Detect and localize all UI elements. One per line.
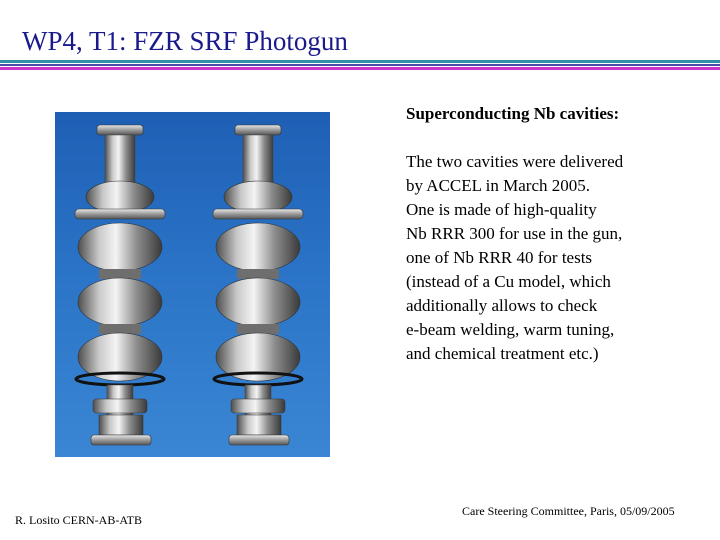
footer-author: R. Losito CERN-AB-ATB — [15, 513, 143, 527]
title-rule-teal — [0, 60, 720, 63]
description-line: e-beam welding, warm tuning, — [406, 320, 615, 339]
title-rule-navy — [0, 64, 720, 66]
title-rule-magenta — [0, 67, 720, 70]
description-line: and chemical treatment etc.) — [406, 344, 599, 363]
footer-event: Care Steering Committee, Paris, 05/09/2005 — [462, 504, 675, 518]
slide-title: WP4, T1: FZR SRF Photogun — [22, 26, 348, 56]
description-line: The two cavities were delivered — [406, 152, 624, 171]
description-line: Nb RRR 300 for use in the gun, — [406, 224, 623, 243]
description-line: by ACCEL in March 2005. — [406, 176, 590, 195]
section-heading: Superconducting Nb cavities: — [406, 104, 620, 123]
description-text — [406, 150, 623, 366]
cavities-photo — [55, 112, 330, 457]
description-line: One is made of high-quality — [406, 200, 597, 219]
description-line: one of Nb RRR 40 for tests — [406, 248, 593, 267]
description-line: additionally allows to check — [406, 296, 598, 315]
description-line: (instead of a Cu model, which — [406, 272, 611, 291]
